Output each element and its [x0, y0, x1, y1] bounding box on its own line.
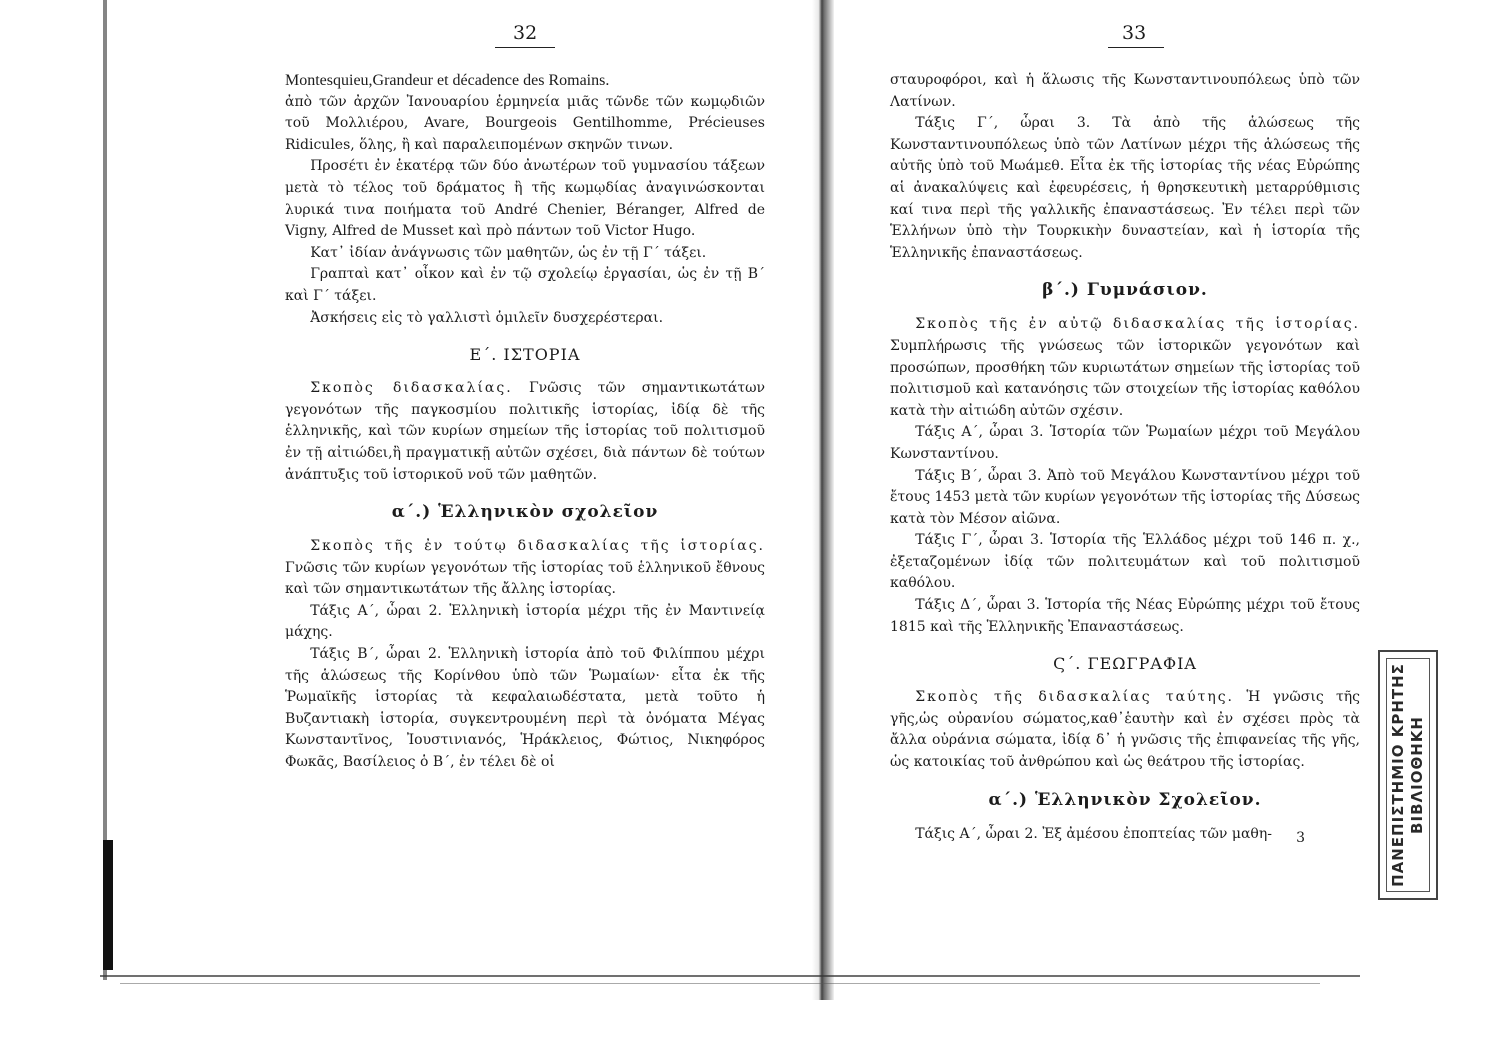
right-page-text	[890, 70, 1360, 845]
school-aim-text: Γνῶσις τῶν κυρίων γεγονότων τῆς ἱστορίας τοῦ ἑλληνικοῦ ἔθνους καὶ τῶν σημαντικωτάτων τῆς ἄλλης ἱστορίας.	[285, 559, 765, 598]
school-aim-paragraph	[285, 536, 765, 601]
section-heading-history: Ε´. ΙΣΤΟΡΙΑ	[469, 345, 581, 365]
geo-class-a-paragraph: Τάξις Α´, ὧραι 2. Ἐξ ἀμέσου ἐποπτείας τῶν μαθη-	[915, 825, 1272, 842]
paragraph: ἀπὸ τῶν ἀρχῶν Ἰανουαρίου ἑρμηνεία μιᾶς τῶνδε τῶν κωμῳδιῶν τοῦ Μολλιέρου, Avare, Bourgeois Gentilhomme, Précieuses Ridicules, ὅλης, ἢ καὶ παραλειπομένων σκηνῶν τινων.	[285, 93, 765, 153]
section-heading-geography: Ϛ´. ΓΕΩΓΡΑΦΙΑ	[1053, 654, 1197, 674]
class-b-paragraph: Τάξις Β´, ὧραι 2. Ἑλληνικὴ ἱστορία ἀπὸ τοῦ Φιλίππου μέχρι τῆς ἁλώσεως τῆς Κορίνθου ὑπὸ τῶν Ῥωμαίων· εἶτα ἐκ τῆς Ῥωμαϊκῆς ἱστορίας τὰ κεφαλαιωδέστατα, μετὰ τοῦτο ἡ Βυζαντιακὴ ἱστορία, συγκεντρουμένη περὶ τὰ ὀνόματα Μέγας Κωνσταντῖνος, Ἰουστινιανός, Ἡράκλειος, Φώτιος, Νικηφόρος Φωκᾶς, Βασίλειος ὁ Β´, ἐν τέλει δὲ οἱ	[285, 646, 765, 771]
geo-aim-text: Ἡ γνῶσις τῆς γῆς,ὡς οὐρανίου σώματος,καθ᾽ἑαυτὴν καὶ ἐν σχέσει πρὸς τὰ ἄλλα οὐράνια σώματα, ἰδίᾳ δ᾽ ἡ γνῶσις τῆς ἐπιφανείας τῆς γῆς, ὡς κατοικίας τοῦ ἀνθρώπου καὶ ὡς θεάτρου τῆς ἱστορίας.	[890, 689, 1360, 771]
paragraph: Ἀσκήσεις εἰς τὸ γαλλιστὶ ὁμιλεῖν δυσχερέστεραι.	[310, 309, 664, 326]
subheading-hellenic-school: α´.) Ἑλληνικὸν σχολεῖον	[391, 502, 659, 523]
paragraph: Προσέτι ἐν ἑκατέρᾳ τῶν δύο ἀνωτέρων τοῦ γυμνασίου τάξεων μετὰ τὸ τέλος τοῦ δράματος ἢ τῆς κωμῳδίας ἀναγινώσκονται λυρικά τινα ποιήματα τοῦ André Chenier, Béranger, Alfred de Vigny, Alfred de Musset καὶ πρὸ πάντων τοῦ Victor Hugo.	[285, 158, 765, 240]
left-page	[285, 0, 765, 1000]
geo-aim-label: Σκοπὸς τῆς διδασκαλίας ταύτης.	[915, 689, 1234, 706]
geo-aim-paragraph	[890, 687, 1360, 773]
gym-aim-label: Σκοπὸς τῆς ἐν αὐτῷ διδασκαλίας τῆς ἱστορίας.	[915, 316, 1360, 333]
right-page-number-rule	[1108, 47, 1164, 48]
class-a-paragraph: Τάξις Α´, ὧραι 2. Ἑλληνικὴ ἱστορία μέχρι τῆς ἐν Μαντινείᾳ μάχης.	[285, 602, 765, 641]
gym-class-paragraph: Τάξις Γ´, ὧραι 3. Ἱστορία τῆς Ἑλλάδος μέχρι τοῦ 146 π. χ., ἐξεταζομένων ἰδίᾳ τῶν πολιτευμάτων καὶ τοῦ πολιτισμοῦ καθόλου.	[890, 532, 1360, 592]
library-stamp-line1: ΠΑΝΕΠΙΣΤΗΜΙΟ ΚΡΗΤΗΣ	[1389, 663, 1407, 887]
paragraph: Montesquieu,Grandeur et décadence des Romains.	[285, 72, 610, 89]
subheading-hellenic-school-geo: α´.) Ἑλληνικὸν Σχολεῖον.	[988, 789, 1262, 810]
gym-class-paragraph: Τάξις Α´, ὧραι 3. Ἱστορία τῶν Ῥωμαίων μέχρι τοῦ Μεγάλου Κωνσταντίνου.	[890, 424, 1360, 462]
school-aim-label: Σκοπὸς τῆς ἐν τούτῳ διδασκαλίας τῆς ἱστορίας.	[310, 538, 765, 555]
library-stamp-text	[1389, 663, 1427, 887]
scan-left-edge-shadow	[103, 840, 113, 970]
gym-class-paragraph: Τάξις Δ´, ὧραι 3. Ἱστορία τῆς Νέας Εὐρώπης μέχρι τοῦ ἔτους 1815 καὶ τῆς Ἑλληνικῆς Ἐπαναστάσεως.	[890, 597, 1360, 635]
right-page-number: 33	[1122, 22, 1147, 44]
paragraph: Κατ᾽ ἰδίαν ἀνάγνωσις τῶν μαθητῶν, ὡς ἐν τῇ Γ´ τάξει.	[310, 244, 707, 261]
gym-class-paragraph: Τάξις Β´, ὧραι 3. Ἀπὸ τοῦ Μεγάλου Κωνσταντίνου μέχρι τοῦ ἔτους 1453 μετὰ τῶν κυρίων γεγονότων τῆς ἱστορίας τῆς Δύσεως κατὰ τὸν Μέσον αἰῶνα.	[890, 467, 1360, 527]
book-gutter	[812, 0, 834, 1000]
history-aim-text: Γνῶσις τῶν σημαντικωτάτων γεγονότων τῆς παγκοσμίου πολιτικῆς ἱστορίας, ἰδίᾳ δὲ τῆς ἑλληνικῆς, καὶ τῶν κυρίων σημείων τῆς ἱστορίας τοῦ πολιτισμοῦ ἐν τῇ αἰτιώδει,ἢ πραγματικῇ αὐτῶν σχέσει, διὰ πάντων δὲ τούτων ἀνάπτυξις τοῦ ἱστορικοῦ νοῦ τῶν μαθητῶν.	[285, 380, 765, 483]
left-page-text	[285, 70, 765, 774]
scan-left-edge	[103, 0, 107, 980]
left-page-number: 32	[513, 22, 538, 44]
signature-mark: 3	[1296, 830, 1305, 846]
left-page-number-rule	[495, 47, 555, 48]
history-aim-paragraph	[285, 378, 765, 486]
history-aim-label: Σκοπὸς διδασκαλίας.	[310, 380, 513, 397]
paragraph: Τάξις Γ´, ὧραι 3. Τὰ ἀπὸ τῆς ἁλώσεως τῆς Κωνσταντινουπόλεως ὑπὸ τῶν Λατίνων μέχρι τῆς ἁλώσεως τῆς αὐτῆς ὑπὸ τοῦ Μωάμεθ. Εἶτα ἐκ τῆς ἱστορίας τῆς νέας Εὐρώπης αἱ ἀνακαλύψεις καὶ ἐφευρέσεις, ἡ θρησκευτικὴ μεταρρύθμισις καί τινα περὶ τῆς γαλλικῆς ἐπαναστάσεως. Ἐν τέλει περὶ τῶν Ἑλλήνων ὑπὸ τὴν Τουρκικὴν δυναστείαν, καὶ ἡ ἱστορία τῆς Ἑλληνικῆς ἐπαναστάσεως.	[890, 115, 1360, 261]
right-page	[890, 0, 1360, 1000]
subheading-gymnasium: β´.) Γυμνάσιον.	[1042, 280, 1208, 301]
paragraph: σταυροφόροι, καὶ ἡ ἅλωσις τῆς Κωνσταντινουπόλεως ὑπὸ τῶν Λατίνων.	[890, 72, 1360, 110]
paragraph: Γραπταὶ κατ᾽ οἶκον καὶ ἐν τῷ σχολείῳ ἐργασίαι, ὡς ἐν τῇ Β´ καὶ Γ´ τάξει.	[285, 266, 765, 304]
library-stamp-line2: ΒΙΒΛΙΟΘΗΚΗ	[1408, 716, 1426, 834]
library-stamp	[1378, 650, 1438, 900]
gym-aim-paragraph	[890, 314, 1360, 422]
gym-aim-text: Συμπλήρωσις τῆς γνώσεως τῶν ἱστορικῶν γεγονότων καὶ προσώπων, προσθήκη τῶν κυριωτάτων σημείων τῆς ἱστορίας τοῦ πολιτισμοῦ καὶ κατανόησις τῶν στοιχείων τῆς ἱστορίας καθόλου κατὰ τὴν αἰτιώδη αὐτῶν σχέσιν.	[890, 337, 1360, 419]
